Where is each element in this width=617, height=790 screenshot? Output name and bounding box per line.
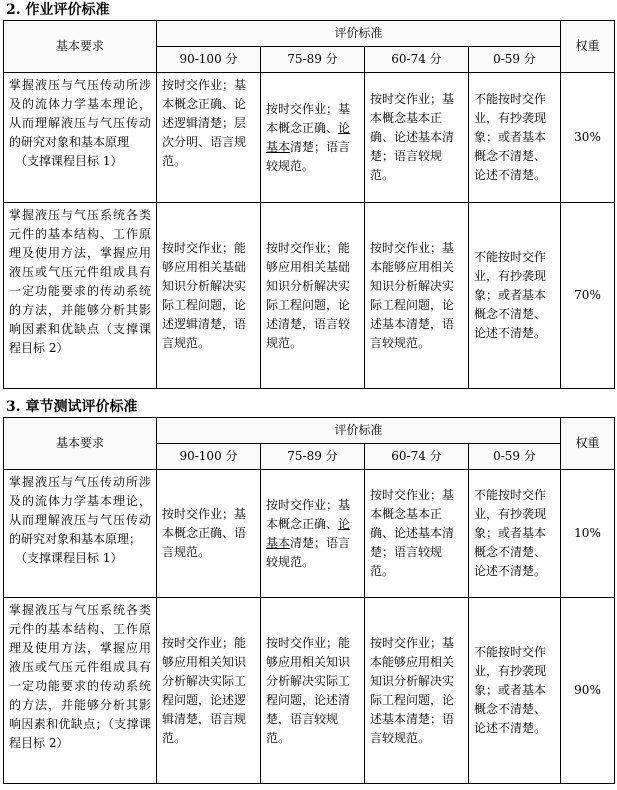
requirement-note: （支撑课程目标 1）	[15, 551, 123, 565]
table-row	[4, 470, 615, 598]
underlined-text: 论基本	[266, 120, 351, 154]
header-grade-fail: 0-59 分	[469, 47, 561, 73]
section-title-chapter-test: 3. 章节测试评价标准	[6, 399, 138, 415]
header-grade-excellent: 90-100 分	[157, 47, 261, 73]
grade-good-cell: 按时交作业；能够应用相关知识分析解决实际工程问题，论述清楚，语言较规范。	[261, 598, 365, 784]
table-row	[4, 73, 615, 203]
grade-excellent-cell: 按时交作业；基本概念正确、论述逻辑清楚；层次分明、语言规范。	[157, 73, 261, 203]
grade-excellent-cell: 按时交作业；能够应用相关知识分析解决实际工程问题，论述逻辑清楚，语言规范。	[157, 598, 261, 784]
underlined-text: 论基本	[266, 516, 351, 550]
requirement-note: （支撑课程目标 1）	[15, 154, 123, 168]
weight-cell: 90%	[561, 598, 615, 784]
section-title-homework: 2. 作业评价标准	[6, 2, 110, 18]
requirement-cell: 掌握液压与气压系统各类元件的基本结构、工作原理及使用方法，掌握应用液压或气压元件组成具有一定功能要求的传动系统的方法，并能够分析其影响因素和优缺点（支撑课程目标 2）	[4, 203, 157, 389]
grade-pass-cell: 按时交作业；基本能够应用相关知识分析解决实际工程问题，论述基本清楚；语言较规范。	[365, 598, 469, 784]
grade-fail-cell: 不能按时交作业，有抄袭现象；或者基本概念不清楚、论述不清楚。	[469, 203, 561, 389]
requirement-text: 掌握液压与气压传动所涉及的流体力学基本理论，从而理解液压与气压传动的研究对象和基本原理	[9, 78, 151, 149]
grade-pass-cell: 按时交作业；基本能够应用相关知识分析解决实际工程问题，论述基本清楚，语言较规范。	[365, 203, 469, 389]
header-weight: 权重	[561, 418, 615, 470]
header-grade-excellent: 90-100 分	[157, 444, 261, 470]
grade-excellent-cell: 按时交作业；能够应用相关基础知识分析解决实际工程问题，论述逻辑清楚，语言规范。	[157, 203, 261, 389]
grade-good-cell: 按时交作业；能够应用相关基础知识分析解决实际工程问题，论述清楚，语言较规范。	[261, 203, 365, 389]
requirement-cell	[4, 73, 157, 203]
requirement-cell	[4, 470, 157, 598]
grade-good-text-end: 清楚；语言较规范。	[266, 139, 351, 173]
table-row	[4, 598, 615, 784]
table-header-row	[4, 21, 615, 47]
header-grade-good: 75-89 分	[261, 47, 365, 73]
requirement-cell: 掌握液压与气压系统各类元件的基本结构、工作原理及使用方法，掌握应用液压或气压元件组成具有一定功能要求的传动系统的方法，并能够分析其影响因素和优缺点；（支撑课程目标 2）	[4, 598, 157, 784]
grade-good-cell	[261, 470, 365, 598]
header-criteria: 评价标准	[157, 21, 561, 47]
header-grade-pass: 60-74 分	[365, 47, 469, 73]
homework-criteria-table	[3, 20, 615, 389]
weight-cell: 10%	[561, 470, 615, 598]
chapter-test-criteria-table	[3, 417, 615, 784]
header-basic-requirement: 基本要求	[4, 418, 157, 470]
weight-cell: 30%	[561, 73, 615, 203]
grade-fail-cell: 不能按时交作业，有抄袭现象；或者基本概念不清楚、论述不清楚。	[469, 470, 561, 598]
grade-pass-cell: 按时交作业；基本概念基本正确、论述基本清楚；语言较规范。	[365, 73, 469, 203]
grade-good-text-end: 清楚；语言较规范。	[266, 535, 351, 569]
table-row	[4, 203, 615, 389]
table-header-row	[4, 418, 615, 444]
header-grade-good: 75-89 分	[261, 444, 365, 470]
grade-fail-cell: 不能按时交作业，有抄袭现象；或者基本概念不清楚、论述不清楚。	[469, 598, 561, 784]
header-weight: 权重	[561, 21, 615, 73]
grade-good-text: 按时交作业；基本概念正确、	[266, 497, 351, 531]
header-criteria: 评价标准	[157, 418, 561, 444]
grade-good-text: 按时交作业；基本概念正确、	[266, 101, 351, 135]
header-grade-fail: 0-59 分	[469, 444, 561, 470]
grade-excellent-cell: 按时交作业；基本概念正确、语言规范。	[157, 470, 261, 598]
grade-good-cell	[261, 73, 365, 203]
requirement-text: 掌握液压与气压传动所涉及的流体力学基本理论，从而理解液压与气压传动的研究对象和基本原理；	[9, 475, 151, 546]
header-basic-requirement: 基本要求	[4, 21, 157, 73]
grade-pass-cell: 按时交作业；基本概念基本正确、论述基本清楚；语言较规范。	[365, 470, 469, 598]
grade-fail-cell: 不能按时交作业，有抄袭现象；或者基本概念不清楚、论述不清楚。	[469, 73, 561, 203]
weight-cell: 70%	[561, 203, 615, 389]
header-grade-pass: 60-74 分	[365, 444, 469, 470]
